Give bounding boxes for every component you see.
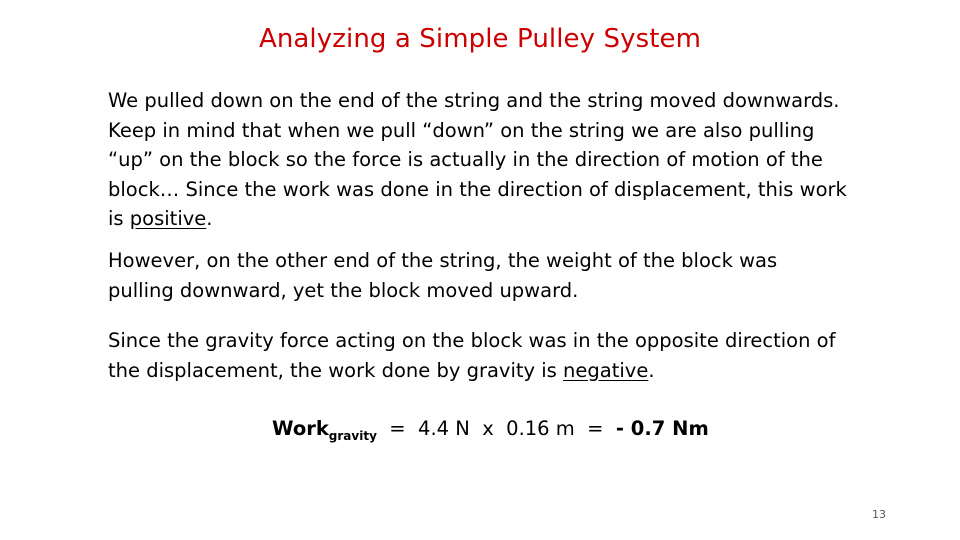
equation-subscript: gravity [328, 429, 377, 443]
equation-lhs: Work [272, 417, 329, 440]
slide-title: Analyzing a Simple Pulley System [258, 24, 702, 54]
page-number: 13 [872, 508, 886, 521]
paragraph-positive-work-end: . [206, 207, 213, 230]
paragraph-positive-work-text: We pulled down on the end of the string and the string moved downwards. Keep in mind that when we pull “down” on the string we are also pulling “up” on the block so the force is actually in the direction of motion of the block… Since the work was done in the direction of displacement, this work is [108, 89, 847, 230]
paragraph-negative-work-end: . [648, 358, 655, 382]
paragraph-weight: However, on the other end of the string, the weight of the block was pulling downward, yet the block moved upward. [108, 249, 778, 302]
equation-rhs: = 4.4 N x 0.16 m = [376, 417, 616, 440]
paragraph-negative-work [108, 326, 848, 385]
positive-emphasis: positive [129, 207, 207, 230]
paragraph-positive-work [108, 86, 848, 234]
negative-emphasis: negative [563, 358, 649, 382]
paragraph-negative-work-text: Since the gravity force acting on the block was in the opposite direction of the displacement, the work done by gravity is [108, 329, 836, 382]
work-equation [272, 417, 709, 443]
equation-result: - 0.7 Nm [615, 417, 709, 440]
